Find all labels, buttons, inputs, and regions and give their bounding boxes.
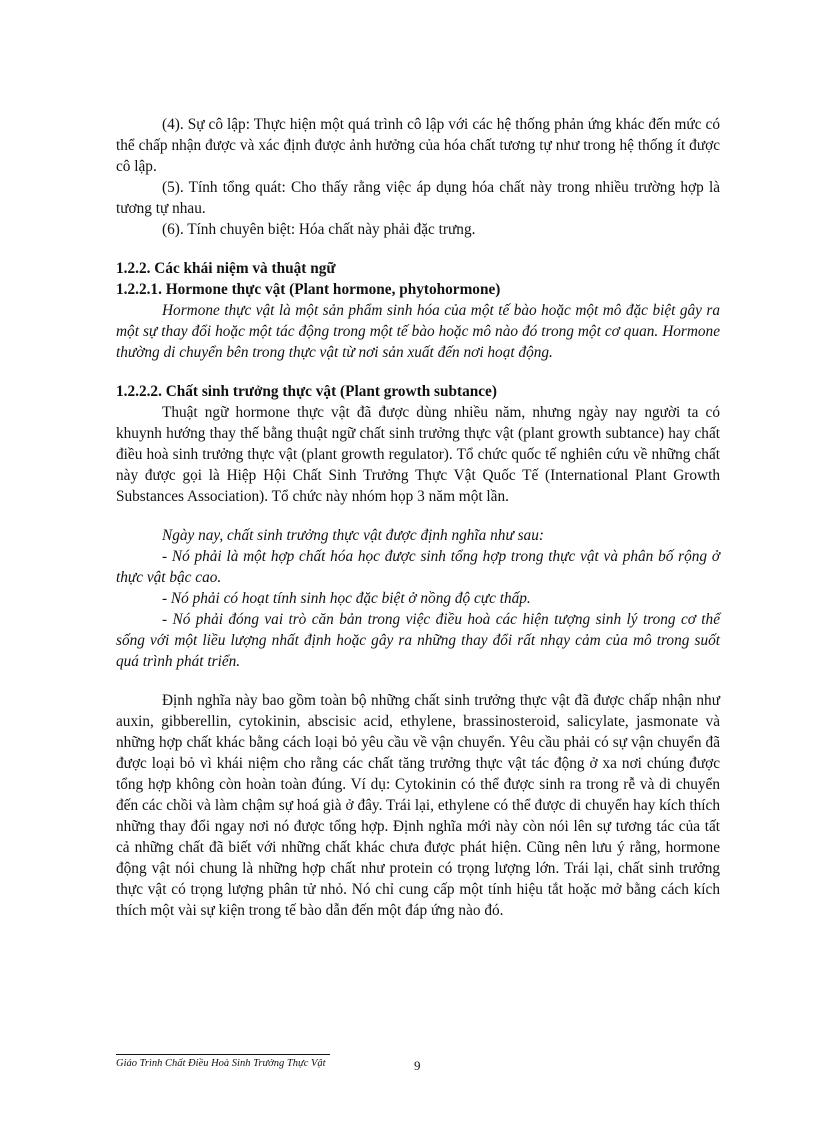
spacer: [116, 507, 720, 525]
spacer: [116, 672, 720, 690]
spacer: [116, 363, 720, 381]
definition-item: - Nó phải đóng vai trò căn bản trong việc điều hoà các hiện tượng sinh lý trong cơ thể sống với một liều lượng nhất định hoặc gây ra những thay đổi rất nhạy cảm của mô trong suốt quá trình phát triển.: [116, 611, 720, 670]
footer-divider: [116, 1054, 330, 1055]
footer-title: Giáo Trình Chất Điều Hoà Sinh Trưởng Thực Vật: [116, 1058, 326, 1069]
growth-substance-paragraph: Thuật ngữ hormone thực vật đã được dùng nhiều năm, nhưng ngày nay người ta có khuynh hướng thay thế bằng thuật ngữ chất sinh trưởng thực vật (plant growth subtance) hay chất điều hoà sinh trưởng thực vật (plant growth regulator). Tổ chức quốc tế nghiên cứu về những chất này được gọi là Hiệp Hội Chất Sinh Trưởng Thực Vật Quốc Tế (International Plant Growth Substances Association). Tổ chức này nhóm họp 3 năm một lần.: [116, 404, 720, 505]
final-paragraph: Định nghĩa này bao gồm toàn bộ những chất sinh trưởng thực vật đã được chấp nhận như auxin, gibberellin, cytokinin, abscisic acid, ethylene, brassinosteroid, salicylate, jasmonate và những hợp chất khác bằng cách loại bỏ yêu cầu về vận chuyển. Yêu cầu phải có sự vận chuyển đã được loại bỏ vì khái niệm cho rằng các chất tăng trưởng thực vật tác động ở xa nơi chúng được tổng hợp không còn hoàn toàn đúng. Ví dụ: Cytokinin có thể được sinh ra trong rễ và di chuyển đến các chồi và làm chậm sự hoá già ở đây. Trái lại, ethylene có thể được di chuyển hay kích thích những thay đổi ngay nơi nó được tổng hợp. Định nghĩa mới này còn nói lên sự tương tác của tất cả những chất đã biết với những chất khác chưa được phát hiện. Cũng nên lưu ý rằng, hormone động vật nói chung là những hợp chất như protein có trọng lượng lớn. Trái lại, chất sinh trưởng thực vật có trọng lượng phân tử nhỏ. Nó chỉ cung cấp một tính hiệu tắt hoặc mở bằng cách kích thích một vài sự kiện trong tế bào dẫn đến một đáp ứng nào đó.: [116, 692, 720, 919]
spacer: [116, 240, 720, 258]
definition-intro: Ngày nay, chất sinh trưởng thực vật được định nghĩa như sau:: [162, 527, 544, 544]
document-page: [116, 114, 720, 921]
paragraph-isolation: (4). Sự cô lập: Thực hiện một quá trình cô lập với các hệ thống phản ứng khác đến mức có thể chấp nhận được và xác định được ảnh hưởng của hóa chất tương tự như trong hệ thống ít được cô lập.: [116, 116, 720, 175]
plant-hormone-definition: Hormone thực vật là một sản phẩm sinh hóa của một tế bào hoặc một mô đặc biệt gây ra một sự thay đổi hoặc một tác động trong một tế bào hoặc mô nào đó trong một cơ quan. Hormone thường di chuyển bên trong thực vật từ nơi sản xuất đến nơi hoạt động.: [116, 302, 720, 361]
page-footer: [116, 1058, 720, 1078]
definition-item: - Nó phải có hoạt tính sinh học đặc biệt ở nồng độ cực thấp.: [162, 590, 531, 607]
section-heading-1-2-2: 1.2.2. Các khái niệm và thuật ngữ: [116, 260, 336, 277]
page-number: 9: [414, 1058, 421, 1073]
subsection-heading-1-2-2-2: 1.2.2.2. Chất sinh trưởng thực vật (Plant growth subtance): [116, 383, 497, 400]
definition-item: - Nó phải là một hợp chất hóa học được sinh tổng hợp trong thực vật và phân bố rộng ở thực vật bậc cao.: [116, 548, 720, 586]
subsection-heading-1-2-2-1: 1.2.2.1. Hormone thực vật (Plant hormone, phytohormone): [116, 281, 501, 298]
paragraph-generality: (5). Tính tổng quát: Cho thấy rằng việc áp dụng hóa chất này trong nhiều trường hợp là tương tự nhau.: [116, 179, 720, 217]
paragraph-specificity: (6). Tính chuyên biệt: Hóa chất này phải đặc trưng.: [162, 221, 476, 238]
